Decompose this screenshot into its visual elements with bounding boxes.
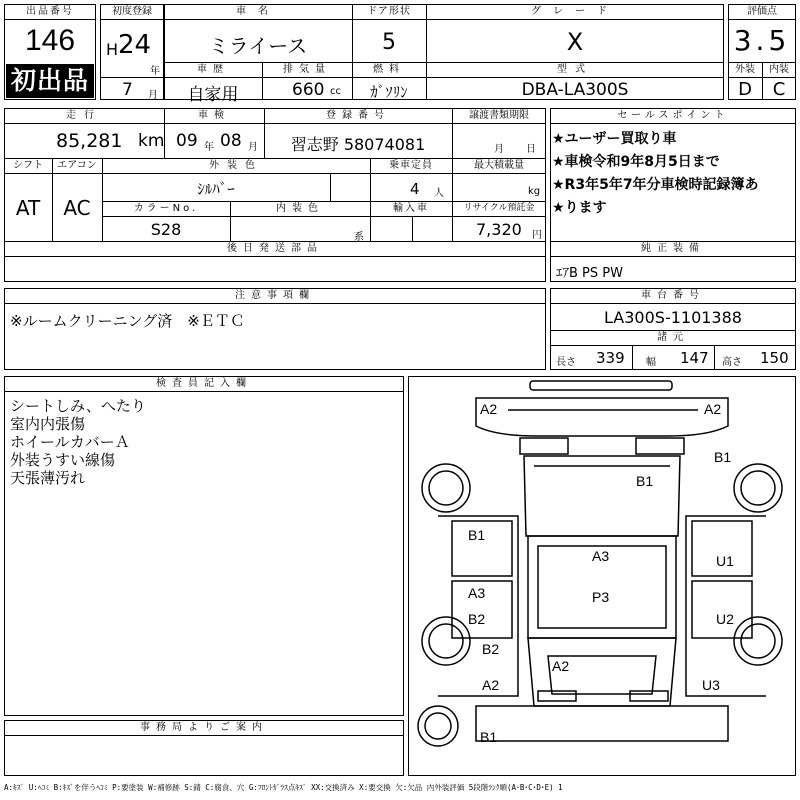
inspection-year: 09 (176, 131, 198, 151)
mileage-unit: km (138, 131, 165, 151)
score-value: 3.5 (733, 24, 791, 57)
inspector-line: ホイールカバーＡ (10, 433, 130, 451)
doors-label: ドア形状 (367, 6, 411, 17)
plate-value: 習志野 58074081 (290, 135, 426, 154)
car-name: ミライース (208, 34, 308, 58)
load-label: 最大積載量 (474, 160, 524, 171)
equipment-value: ｴｱB PS PW (556, 266, 623, 281)
ac-label: エアコン (57, 160, 97, 171)
length-label: 長さ (556, 357, 576, 368)
grade-value: X (566, 28, 584, 56)
mark-door-left-front: B1 (468, 527, 486, 543)
exterior-label: 外装 (735, 64, 755, 75)
transfer-month-unit: 月 (494, 144, 504, 155)
reg-year: 24 (118, 30, 152, 60)
later-parts-label: 後日発送部品 (227, 243, 323, 254)
height-label: 高さ (722, 357, 742, 368)
inspector-line: 天張薄汚れ (10, 469, 86, 487)
interior-grade: C (772, 79, 786, 100)
inspection-label: 車検 (198, 110, 230, 121)
plate-label: 登録番号 (326, 110, 390, 121)
sales-point-line: ★車検令和9年8月5日まで (552, 154, 720, 170)
color-label: 外装色 (209, 160, 263, 171)
height-value: 150 (760, 349, 789, 367)
recycle-label: リサイクル預託金 (463, 203, 535, 213)
mark-roof: A3 (592, 548, 610, 564)
displacement-value: 660 (292, 80, 325, 100)
inspector-line: シートしみ、へたり (10, 397, 146, 415)
mark-hood: B1 (636, 473, 654, 489)
first-listing-badge: 初出品 (6, 64, 94, 98)
ac-value: AC (63, 196, 91, 220)
transfer-day-unit: 日 (526, 144, 536, 155)
color-no-label: カラーNo. (133, 203, 199, 214)
shift-value: AT (15, 196, 41, 220)
footer-legend: A:ｷｽﾞ U:ﾍｺﾐ B:ｷｽﾞを伴うﾍｺﾐ P:要塗装 W:補修跡 S:錆 C:腐食、穴 G:ﾌﾛﾝﾄｶﾞﾗｽ点ｷｽﾞ XX:交換済み X:要交換 欠:欠品 内外装評価 5段階ﾗﾝｸ順(A･B･C･D･E) 1 (4, 783, 563, 792)
width-label: 幅 (646, 357, 656, 368)
lot-number: 146 (24, 24, 76, 57)
sales-point-line: ★R3年5年7年分車検時記録簿あ (552, 177, 759, 193)
office-label: 事務局よりご案内 (140, 722, 268, 733)
mark-front-left: A2 (480, 401, 498, 417)
mark-rear-right: U3 (702, 677, 720, 693)
capacity-unit: 人 (434, 188, 444, 199)
import-label: 輸入車 (393, 203, 429, 214)
mileage-value: 85,281 (56, 130, 123, 152)
reg-year-unit: 年 (150, 66, 160, 77)
chassis-label: 車台番号 (641, 290, 705, 301)
fuel-label: 燃料 (373, 64, 405, 75)
sales-point-line: ★ります (552, 200, 607, 216)
sales-point-line: ★ユーザー買取り車 (552, 131, 677, 147)
mark-trunk: A2 (552, 658, 570, 674)
color-value: ｼﾙﾊﾞｰ (197, 180, 235, 198)
mark-door-right-rear: U2 (716, 611, 734, 627)
notes-label: 注意事項欄 (235, 290, 315, 301)
mileage-label: 走行 (66, 110, 102, 121)
equipment-label: 純正装備 (641, 243, 705, 254)
capacity-value: 4 (410, 180, 420, 198)
reg-era: H (106, 40, 119, 59)
int-color-unit: 系 (354, 232, 364, 243)
mark-front-right: A2 (704, 401, 722, 417)
mark-door-right-front: U1 (716, 553, 734, 569)
length-value: 339 (596, 349, 625, 367)
inspection-month: 08 (220, 131, 242, 151)
lot-label: 出品番号 (26, 6, 74, 17)
interior-label: 内装 (769, 64, 789, 75)
score-label: 評価点 (747, 6, 777, 17)
recycle-unit: 円 (532, 230, 542, 241)
car-name-label: 車名 (236, 6, 280, 17)
capacity-label: 乗車定員 (389, 160, 433, 171)
mark-door-left-rear: A3 (468, 585, 486, 601)
fuel-value: ｶﾞｿﾘﾝ (370, 83, 408, 101)
doors-value: 5 (382, 30, 396, 55)
car-diagram (408, 376, 796, 776)
dims-label: 諸元 (657, 332, 689, 343)
grade-label: グレード (531, 6, 619, 17)
displacement-label: 排気量 (283, 64, 331, 75)
reg-month-unit: 月 (148, 90, 158, 101)
recycle-value: 7,320 (476, 220, 522, 239)
notes-value: ※ルームクリーニング済 ※ＥＴＣ (10, 312, 245, 330)
chassis-value: LA300S-1101388 (604, 308, 742, 327)
displacement-unit: cc (330, 86, 341, 97)
mark-fender-right-front: B1 (714, 449, 732, 465)
inspection-year-unit: 年 (204, 142, 214, 153)
model-value: DBA-LA300S (521, 80, 629, 100)
mark-quarter-left: B2 (482, 641, 500, 657)
shift-label: シフト (13, 160, 43, 171)
load-unit: kg (528, 186, 541, 197)
inspector-label: 検査員記入欄 (156, 378, 252, 389)
int-color-label: 内装色 (276, 203, 324, 214)
inspection-month-unit: 月 (248, 142, 258, 153)
width-value: 147 (680, 349, 709, 367)
transfer-label: 譲渡書類期限 (469, 110, 529, 121)
mark-rear-bumper: B1 (480, 729, 498, 745)
sales-points-label: セールスポイント (617, 110, 729, 121)
color-no-value: S28 (150, 220, 182, 239)
mark-door-left-rear-2: B2 (468, 611, 486, 627)
history-label: 車歴 (197, 64, 229, 75)
reg-date-label: 初度登録 (112, 6, 152, 17)
exterior-grade: D (738, 79, 752, 100)
mark-rear-left: A2 (482, 677, 500, 693)
history-value: 自家用 (187, 85, 239, 105)
model-label: 型式 (557, 64, 593, 75)
inspector-line: 室内内張傷 (10, 415, 86, 433)
mark-floor: P3 (592, 589, 610, 605)
reg-month: 7 (122, 80, 133, 100)
inspector-line: 外装うすい線傷 (10, 451, 116, 469)
